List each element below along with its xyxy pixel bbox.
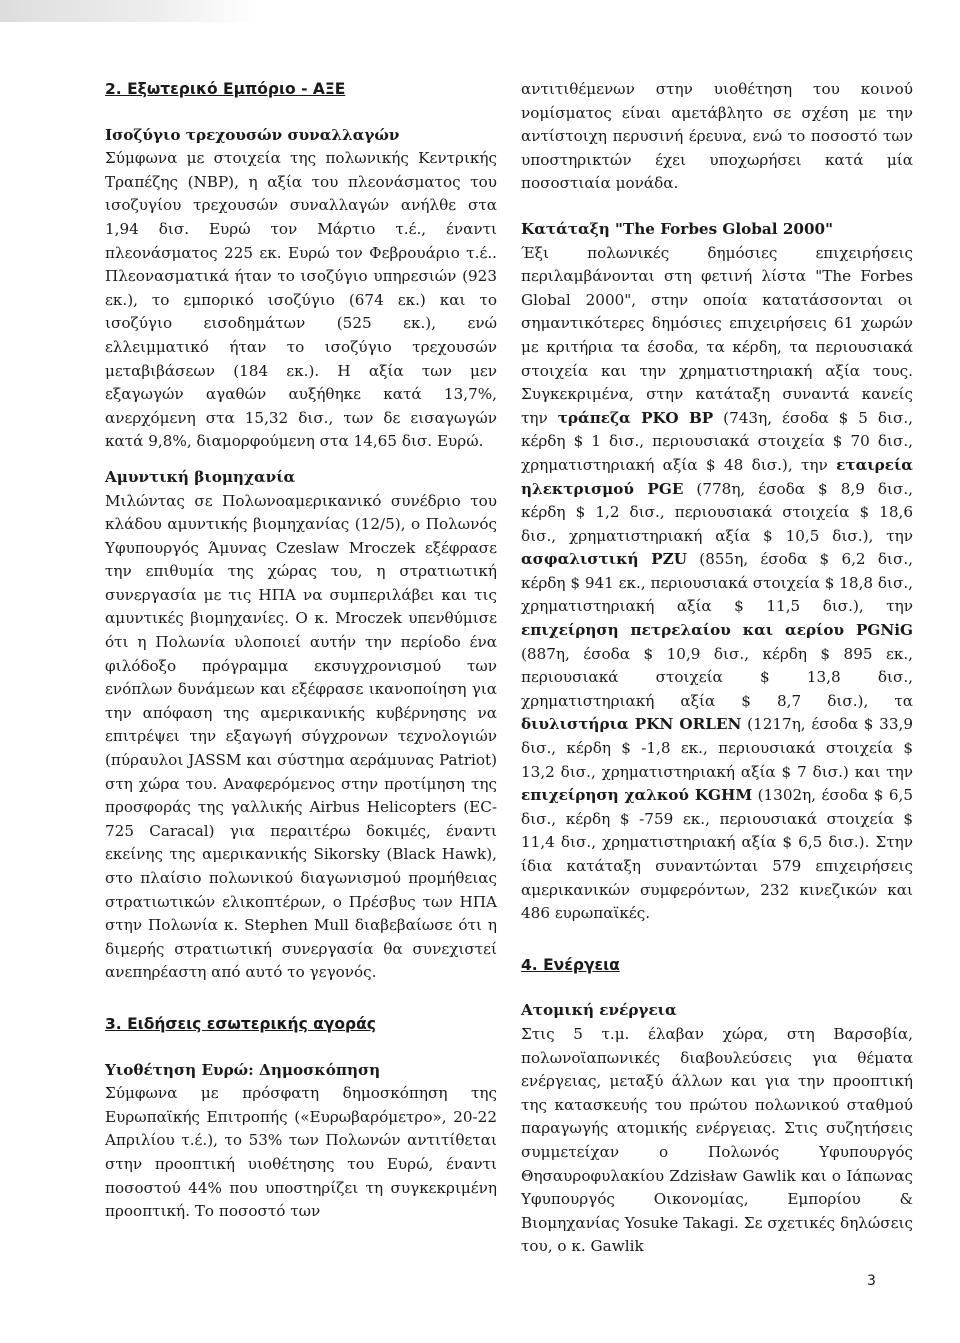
- forbes-text-e: (887η, έσοδα $ 10,9 δισ., κέρδη $ 895 εκ., περιουσιακά στοιχεία $ 13,8 δισ., χρηματιστηριακή αξία $ 8,7 δισ.), τα: [521, 644, 913, 710]
- forbes-pko-bp: τράπεζα PKO BP: [557, 408, 714, 427]
- forbes-pzu: ασφαλιστική PZU: [521, 550, 688, 569]
- forbes-pgnig: επιχείρηση πετρελαίου και αερίου PGNiG: [521, 621, 913, 640]
- nuclear-paragraph: Στις 5 τ.μ. έλαβαν χώρα, στη Βαρσοβία, πολωνοϊαπωνικές διαβουλεύσεις για θέματα ενέργειας, μεταξύ άλλων και για την προοπτική της κατασκευής του πρώτου πολωνικού σταθμού παραγωγής ατομικής ενέργειας. Στις συζητήσεις συμμετείχαν ο Πολωνός Υφυπουργός Θησαυροφυλακίου Zdzisław Gawlik και ο Ιάπωνας Υφυπουργός Οικονομίας, Εμπορίου & Βιομηχανίας Yosuke Takagi. Σε σχετικές δηλώσεις του, ο κ. Gawlik: [521, 1024, 913, 1256]
- left-column: [105, 78, 497, 1224]
- section-4-heading: 4. Ενέργεια: [521, 955, 620, 974]
- euro-paragraph: Σύμφωνα με πρόσφατη δημοσκόπηση της Ευρωπαϊκής Επιτροπής («Ευρωβαρόμετρο», 20-22 Απριλίου τ.έ.), το 53% των Πολωνών αντιτίθεται στην προοπτική υιοθέτησης του Ευρώ, έναντι ποσοστού 44% που υποστηρίζει τη συγκεκριμένη προοπτική. Το ποσοστό των: [105, 1084, 497, 1221]
- forbes-text-d: (855η, έσοδα $ 6,2 δισ., κέρδη $ 941 εκ., περιουσιακά στοιχεία $ 18,8 δισ., χρηματιστηριακή αξία $ 11,5 δισ.), την: [521, 550, 914, 616]
- forbes-text-b: (743η, έσοδα $ 5 δισ., κέρδη $ 1 δισ., περιουσιακά στοιχεία $ 70 δισ., χρηματιστηριακή αξία $ 48 δισ.), την: [521, 408, 914, 474]
- forbes-pge: εταιρεία ηλεκτρισμού PGE: [521, 455, 913, 498]
- scan-artifact-strip: [0, 0, 260, 22]
- section-3-heading: 3. Ειδήσεις εσωτερικής αγοράς: [105, 1014, 376, 1033]
- defense-heading: Αμυντική βιομηχανία: [105, 467, 296, 486]
- forbes-kghm: επιχείρηση χαλκού KGHM: [521, 786, 753, 805]
- euro-paragraph-continued: αντιτιθέμενων στην υιοθέτηση του κοινού νομίσματος είναι αμετάβλητο σε σχέση με την αντίστοιχη περυσινή έρευνα, ενώ το ποσοστό των υποστηρικτών έχει υποχωρήσει κατά μία ποσοστιαία μονάδα.: [521, 80, 913, 193]
- balance-paragraph: Σύμφωνα με στοιχεία της πολωνικής Κεντρικής Τραπέζης (NBP), η αξία του πλεονάσματος του ισοζυγίου τρεχουσών συναλλαγών ανήλθε στα 1,94 δισ. Ευρώ τον Μάρτιο τ.έ., έναντι πλεονάσματος 225 εκ. Ευρώ τον Φεβρουάριο τ.έ.. Πλεονασματικά ήταν το ισοζύγιο υπηρεσιών (923 εκ.), το εμπορικό ισοζύγιο (674 εκ.) και το ισοζύγιο εισοδημάτων (525 εκ.), ενώ ελλειμματικό ήταν το ισοζύγιο τρεχουσών μεταβιβάσεων (184 εκ.). Η αξία των μεν εξαγωγών αγαθών αυξήθηκε κατά 13,7%, ανερχόμενη στα 15,32 δισ., των δε εισαγωγών κατά 9,8%, διαμορφούμενη στα 14,65 δισ. Ευρώ.: [105, 149, 497, 451]
- euro-heading: Υιοθέτηση Ευρώ: Δημοσκόπηση: [105, 1060, 381, 1079]
- forbes-heading: Κατάταξη "The Forbes Global 2000": [521, 219, 834, 238]
- defense-paragraph: Μιλώντας σε Πολωνοαμερικανικό συνέδριο του κλάδου αμυντικής βιομηχανίας (12/5), ο Πολωνός Υφυπουργός Άμυνας Czeslaw Mroczek εξέφρασε την επιθυμία της χώρας του, η στρατιωτική συνεργασία με τις ΗΠΑ να συμπεριλάβει και τις αμυντικές βιομηχανίες. Ο κ. Mroczek υπενθύμισε ότι η Πολωνία υλοποιεί αυτήν την περίοδο ένα φιλόδοξο πρόγραμμα εκσυγχρονισμού των ενόπλων δυνάμεων και εξέφρασε ικανοποίηση για την απόφαση της αμερικανικής κυβέρνησης να επιτρέψει την εξαγωγή σύγχρονων τεχνολογιών (πύραυλοι JASSM και σύστημα αεράμυνας Patriot) στη χώρα του. Αναφερόμενος στην προτίμηση της προσφοράς της γαλλικής Airbus Helicopters (EC-725 Caracal) για περαιτέρω δοκιμές, έναντι εκείνης της αμερικανικής Sikorsky (Black Hawk), στο πλαίσιο πολωνικού διαγωνισμού προμήθειας στρατιωτικών ελικοπτέρων, ο Πρέσβυς των ΗΠΑ στην Πολωνία κ. Stephen Mull διαβεβαίωσε ότι η διμερής στρατιωτική συνεργασία θα συνεχιστεί ανεπηρέαστη από αυτό το γεγονός.: [105, 491, 497, 982]
- forbes-text-g: (1302η, έσοδα $ 6,5 δισ., κέρδη $ -759 εκ., περιουσιακά στοιχεία $ 11,4 δισ., χρηματιστηριακή αξία $ 6,5 δισ.). Στην ίδια κατάταξη συναντώνται 579 επιχειρήσεις αμερικανικών συμφερόντων, 232 κινεζικών και 486 ευρωπαϊκές.: [521, 786, 913, 923]
- forbes-text-c: (778η, έσοδα $ 8,9 δισ., κέρδη $ 1,2 δισ., περιουσιακά στοιχεία $ 18,6 δισ., χρηματιστηριακή αξία $ 10,5 δισ.), την: [521, 479, 913, 545]
- nuclear-heading: Ατομική ενέργεια: [521, 1001, 677, 1020]
- forbes-paragraph: [521, 242, 913, 926]
- right-column: [521, 78, 913, 1259]
- page-number: 3: [867, 1273, 876, 1289]
- section-2-heading: 2. Εξωτερικό Εμπόριο - ΑΞΕ: [105, 80, 346, 98]
- forbes-text-f: (1217η, έσοδα $ 33,9 δισ., κέρδη $ -1,8 εκ., περιουσιακά στοιχεία $ 13,2 δισ., χρηματιστηριακή αξία $ 7 δισ.) και την: [521, 715, 913, 781]
- forbes-pkn-orlen: διυλιστήρια PKN ORLEN: [521, 715, 742, 734]
- forbes-text-a: Έξι πολωνικές δημόσιες επιχειρήσεις περιλαμβάνονται στη φετινή λίστα "The Forbes Global 2000", στην οποία κατατάσσονται οι σημαντικότερες δημόσιες επιχειρήσεις 61 χωρών με κριτήρια τα έσοδα, τα κέρδη, τα περιουσιακά στοιχεία και την χρηματιστηριακή αξία τους. Συγκεκριμένα, στην κατάταξη συναντά κανείς την: [521, 243, 913, 427]
- balance-heading: Ισοζύγιο τρεχουσών συναλλαγών: [105, 125, 400, 144]
